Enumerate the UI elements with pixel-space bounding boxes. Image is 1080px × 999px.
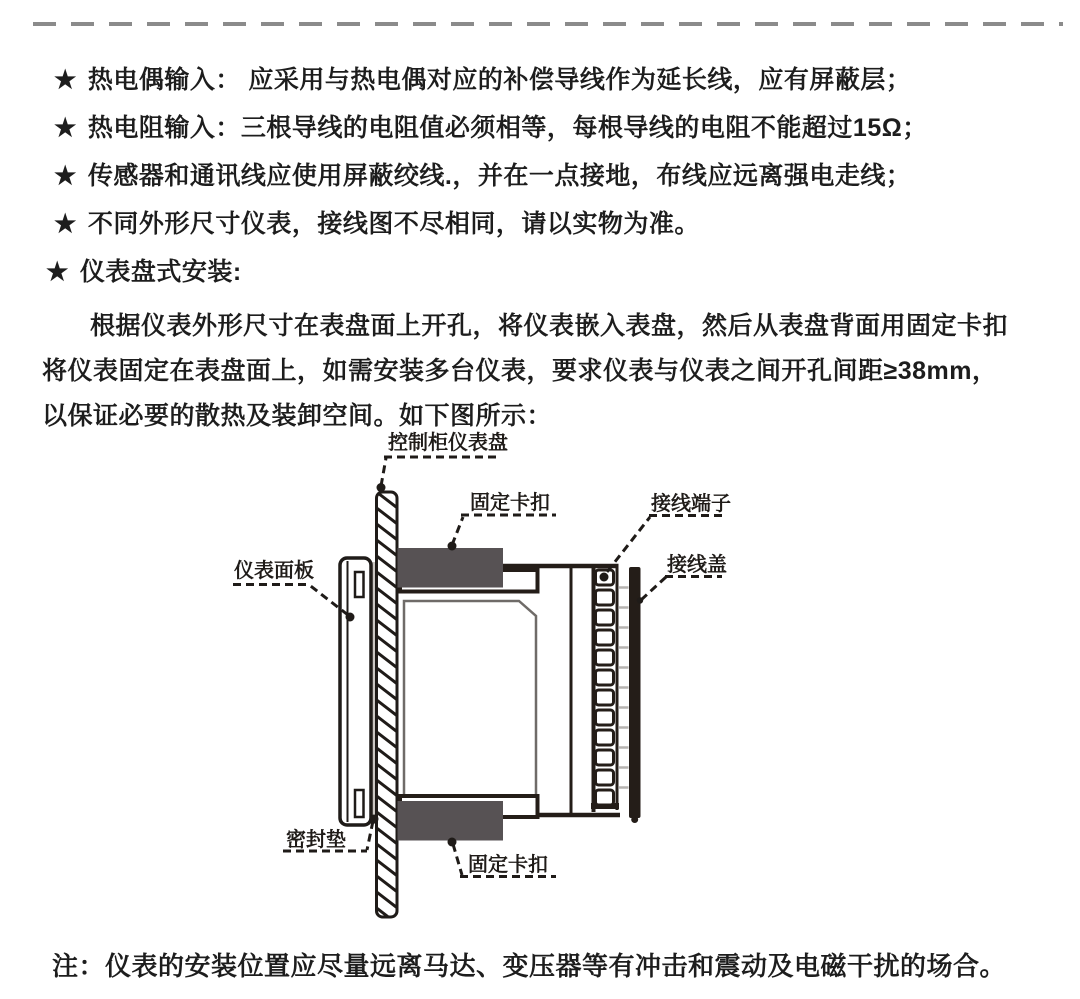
cabinet-panel-hatched [374, 490, 400, 926]
display-module [404, 601, 536, 805]
label-sealing-gasket: 密封垫 [286, 829, 346, 851]
panel-mount-diagram [160, 420, 840, 935]
bullet-dimension-note [54, 208, 700, 240]
mounting-instructions-paragraph [42, 304, 1047, 439]
terminal-block [591, 567, 641, 823]
paragraph-line: 以保证必要的散热及装卸空间。如下图所示： [42, 402, 553, 430]
bullet-sensor-wiring [54, 160, 911, 192]
star-bullet-icon: ★ [54, 66, 77, 94]
dot-cabinet-panel [377, 483, 386, 492]
fixing-clip-bottom [398, 801, 504, 841]
installation-note: 注：仪表的安装位置应尽量远离马达、变压器等有冲击和震动及电磁干扰的场合。 [52, 951, 1007, 981]
label-wiring-cover: 接线盖 [667, 554, 727, 576]
bullet-thermocouple-input [54, 64, 911, 96]
instrument-case [397, 566, 620, 817]
bullet-text: 热电偶输入： 应采用与热电偶对应的补偿导线作为延长线，应有屏蔽层； [87, 66, 912, 94]
dot-clip-bottom [448, 838, 457, 847]
label-cabinet-panel: 控制柜仪表盘 [388, 432, 508, 454]
bullet-text: 热电阻输入：三根导线的电阻值必须相等，每根导线的电阻不能超过15Ω； [87, 114, 928, 142]
bullet-text: 不同外形尺寸仪表，接线图不尽相同，请以实物为准。 [87, 210, 700, 238]
bullet-text: 传感器和通讯线应使用屏蔽绞线.，并在一点接地，布线应远离强电走线； [87, 162, 912, 190]
star-bullet-icon: ★ [54, 210, 77, 238]
bullet-text: 仪表盘式安装: [79, 258, 242, 286]
label-fixing-clip-bottom: 固定卡扣 [468, 854, 548, 876]
wiring-cover-bar [629, 567, 641, 818]
instrument-front-panel [340, 558, 371, 825]
dot-terminal [600, 573, 609, 582]
dot-cover [637, 597, 643, 603]
dashed-page-divider [33, 22, 1063, 26]
paragraph-line: 根据仪表外形尺寸在表盘面上开孔，将仪表嵌入表盘，然后从表盘背面用固定卡扣 [90, 312, 1009, 340]
dot-clip-top [448, 542, 457, 551]
bullet-panel-mount-heading [46, 256, 242, 288]
terminal-screws [596, 570, 614, 805]
dot-front-panel [346, 613, 355, 622]
dot-gasket [370, 815, 379, 824]
star-bullet-icon: ★ [54, 114, 77, 142]
paragraph-line: 将仪表固定在表盘面上，如需安装多台仪表，要求仪表与仪表之间开孔间距≥38mm， [42, 357, 998, 385]
bullet-rtd-input [54, 112, 928, 144]
label-wiring-terminal: 接线端子 [651, 493, 731, 515]
star-bullet-icon: ★ [46, 258, 69, 286]
star-bullet-icon: ★ [54, 162, 77, 190]
terminal-separators [619, 588, 629, 788]
fixing-clip-top [398, 548, 504, 588]
label-front-panel: 仪表面板 [234, 560, 314, 582]
label-fixing-clip-top: 固定卡扣 [470, 492, 550, 514]
